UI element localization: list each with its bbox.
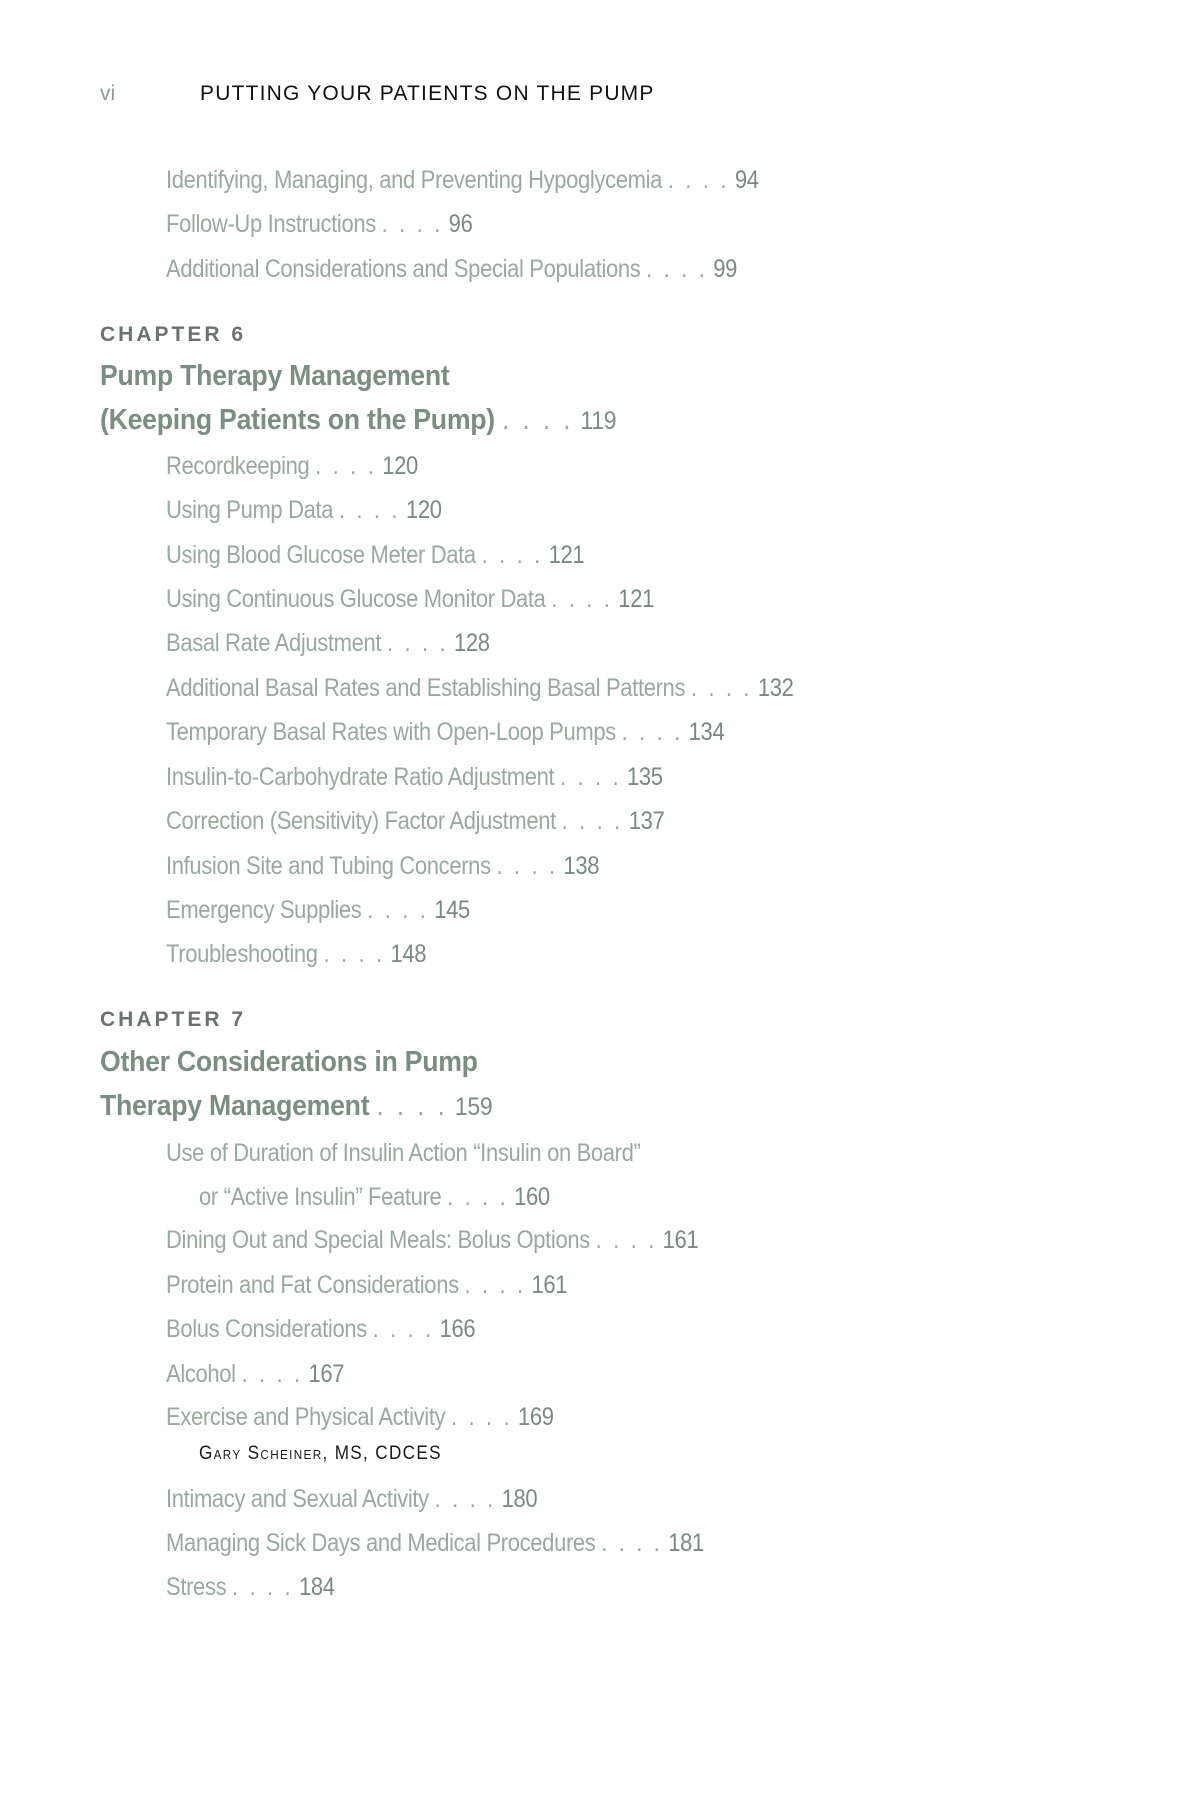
leader-dots: . . . . bbox=[323, 940, 385, 968]
entry-title: Identifying, Managing, and Preventing Hypoglycemia bbox=[166, 166, 663, 194]
entry-page: 138 bbox=[563, 852, 600, 880]
leader-dots: . . . . bbox=[450, 1403, 513, 1431]
chapter-label: CHAPTER 6 bbox=[100, 323, 247, 346]
chapter-title-text: Therapy Management bbox=[100, 1090, 370, 1122]
leader-dots: . . . . bbox=[502, 404, 574, 436]
entry-page: 180 bbox=[501, 1485, 538, 1513]
folio-page-number: vi bbox=[100, 82, 116, 105]
leader-dots: . . . . bbox=[376, 1090, 448, 1122]
entry-page: 121 bbox=[548, 541, 585, 569]
entry-page: 160 bbox=[514, 1183, 550, 1211]
entry-title: Recordkeeping bbox=[166, 452, 310, 480]
chapter-title-text: (Keeping Patients on the Pump) bbox=[100, 404, 495, 436]
entry-page: 167 bbox=[308, 1360, 345, 1388]
entry-page: 145 bbox=[434, 896, 470, 924]
entry-title: Intimacy and Sexual Activity bbox=[166, 1485, 429, 1513]
entry-title: Protein and Fat Considerations bbox=[166, 1271, 459, 1299]
chapter-page: 119 bbox=[580, 407, 617, 435]
leader-dots: . . . . bbox=[646, 255, 708, 283]
toc-entry[interactable] bbox=[166, 718, 724, 747]
entry-page: 99 bbox=[713, 255, 737, 283]
entry-page: 135 bbox=[627, 763, 663, 791]
toc-entry[interactable] bbox=[166, 1573, 335, 1602]
entry-page: 96 bbox=[448, 210, 473, 238]
entry-title: Use of Duration of Insulin Action “Insulin on Board” bbox=[166, 1139, 641, 1167]
section-author: Gary Scheiner, MS, CDCES bbox=[199, 1443, 442, 1464]
entry-title: Using Continuous Glucose Monitor Data bbox=[166, 585, 546, 613]
entry-page: 120 bbox=[405, 496, 442, 524]
leader-dots: . . . . bbox=[690, 674, 753, 702]
toc-entry[interactable] bbox=[166, 166, 759, 195]
leader-dots: . . . . bbox=[232, 1573, 294, 1601]
entry-page: 94 bbox=[734, 166, 759, 194]
running-head: PUTTING YOUR PATIENTS ON THE PUMP bbox=[200, 82, 655, 105]
chapter-title-line1[interactable] bbox=[100, 360, 449, 393]
entry-title: Follow-Up Instructions bbox=[166, 210, 376, 238]
toc-entry[interactable] bbox=[166, 1315, 475, 1344]
leader-dots: . . . . bbox=[551, 585, 613, 613]
entry-title: Alcohol bbox=[166, 1360, 236, 1388]
toc-entry[interactable] bbox=[166, 1271, 567, 1300]
entry-title: Stress bbox=[166, 1573, 227, 1601]
chapter-page: 159 bbox=[454, 1093, 493, 1121]
entry-page: 137 bbox=[628, 807, 665, 835]
toc-entry[interactable] bbox=[166, 674, 794, 703]
entry-page: 166 bbox=[439, 1315, 476, 1343]
toc-entry[interactable] bbox=[166, 585, 654, 614]
chapter-label: CHAPTER 7 bbox=[100, 1008, 247, 1031]
toc-entry[interactable] bbox=[166, 1360, 344, 1389]
leader-dots: . . . . bbox=[381, 210, 443, 238]
chapter-title-line2[interactable] bbox=[100, 404, 616, 437]
toc-entry[interactable] bbox=[166, 852, 599, 881]
leader-dots: . . . . bbox=[315, 452, 377, 480]
chapter-title-line2[interactable] bbox=[100, 1090, 492, 1123]
entry-title: Dining Out and Special Meals: Bolus Options bbox=[166, 1226, 590, 1254]
entry-title: or “Active Insulin” Feature bbox=[199, 1183, 442, 1211]
leader-dots: . . . . bbox=[367, 896, 429, 924]
leader-dots: . . . . bbox=[667, 166, 730, 194]
leader-dots: . . . . bbox=[601, 1529, 663, 1557]
entry-title: Troubleshooting bbox=[166, 940, 318, 968]
leader-dots: . . . . bbox=[464, 1271, 526, 1299]
entry-page: 120 bbox=[382, 452, 418, 480]
toc-entry[interactable] bbox=[166, 452, 418, 481]
entry-page: 161 bbox=[531, 1271, 568, 1299]
entry-page: 148 bbox=[390, 940, 427, 968]
chapter-title-text: Other Considerations in Pump bbox=[100, 1046, 478, 1078]
entry-title: Using Pump Data bbox=[166, 496, 334, 524]
entry-title: Additional Basal Rates and Establishing Basal Patterns bbox=[166, 674, 686, 702]
toc-entry[interactable] bbox=[166, 1226, 698, 1255]
entry-page: 184 bbox=[299, 1573, 335, 1601]
entry-title: Temporary Basal Rates with Open-Loop Pumps bbox=[166, 718, 616, 746]
chapter-title-text: Pump Therapy Management bbox=[100, 360, 450, 392]
entry-page: 134 bbox=[688, 718, 725, 746]
entry-page: 161 bbox=[662, 1226, 699, 1254]
entry-page: 128 bbox=[453, 629, 490, 657]
leader-dots: . . . . bbox=[595, 1226, 657, 1254]
toc-entry[interactable] bbox=[166, 541, 584, 570]
toc-entry[interactable] bbox=[166, 896, 470, 925]
entry-page: 181 bbox=[668, 1529, 704, 1557]
toc-entry[interactable] bbox=[166, 629, 490, 658]
toc-entry[interactable] bbox=[166, 1403, 554, 1432]
entry-title: Emergency Supplies bbox=[166, 896, 362, 924]
leader-dots: . . . . bbox=[372, 1315, 434, 1343]
toc-entry[interactable] bbox=[166, 1139, 641, 1168]
toc-entry[interactable] bbox=[166, 1529, 704, 1558]
entry-title: Correction (Sensitivity) Factor Adjustment bbox=[166, 807, 556, 835]
leader-dots: . . . . bbox=[481, 541, 543, 569]
leader-dots: . . . . bbox=[447, 1183, 509, 1211]
toc-entry[interactable] bbox=[166, 1485, 537, 1514]
toc-entry[interactable] bbox=[166, 255, 737, 284]
chapter-title-line1[interactable] bbox=[100, 1046, 478, 1079]
entry-title: Exercise and Physical Activity bbox=[166, 1403, 446, 1431]
entry-title: Bolus Considerations bbox=[166, 1315, 367, 1343]
entry-page: 132 bbox=[757, 674, 794, 702]
toc-entry[interactable] bbox=[166, 807, 664, 836]
leader-dots: . . . . bbox=[241, 1360, 303, 1388]
toc-entry[interactable] bbox=[166, 210, 472, 239]
leader-dots: . . . . bbox=[621, 718, 683, 746]
leader-dots: . . . . bbox=[434, 1485, 496, 1513]
entry-page: 121 bbox=[618, 585, 654, 613]
leader-dots: . . . . bbox=[386, 629, 449, 657]
toc-entry[interactable] bbox=[166, 763, 663, 792]
leader-dots: . . . . bbox=[338, 496, 401, 524]
toc-entry[interactable] bbox=[166, 496, 442, 525]
leader-dots: . . . . bbox=[561, 807, 623, 835]
entry-title: Using Blood Glucose Meter Data bbox=[166, 541, 476, 569]
entry-title: Additional Considerations and Special Populations bbox=[166, 255, 641, 283]
entry-title: Basal Rate Adjustment bbox=[166, 629, 382, 657]
entry-page: 169 bbox=[518, 1403, 554, 1431]
leader-dots: . . . . bbox=[496, 852, 558, 880]
toc-entry-continuation[interactable] bbox=[199, 1183, 550, 1212]
entry-title: Insulin-to-Carbohydrate Ratio Adjustment bbox=[166, 763, 555, 791]
entry-title: Infusion Site and Tubing Concerns bbox=[166, 852, 491, 880]
toc-entry[interactable] bbox=[166, 940, 426, 969]
entry-title: Managing Sick Days and Medical Procedures bbox=[166, 1529, 596, 1557]
leader-dots: . . . . bbox=[560, 763, 622, 791]
